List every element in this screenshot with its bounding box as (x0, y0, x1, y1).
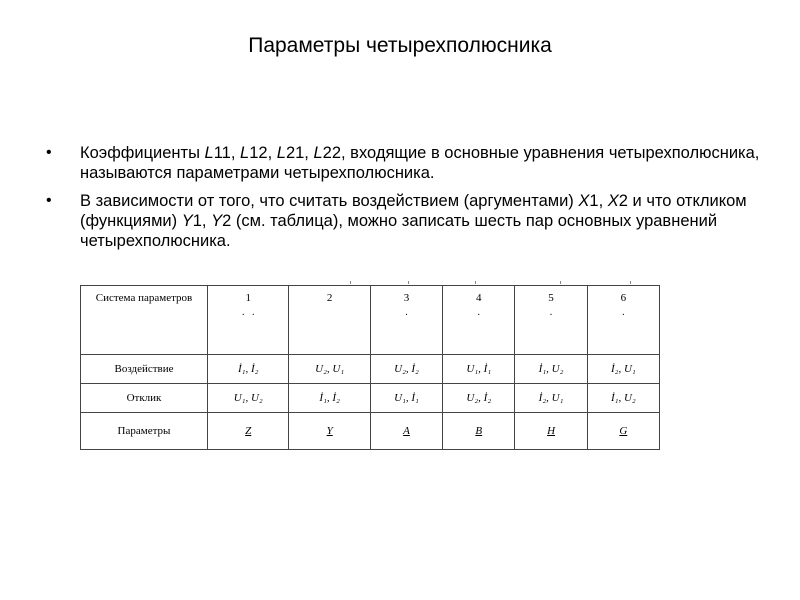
table-cell: İ₁, U₂ (515, 355, 587, 384)
row-label: Отклик (81, 384, 208, 413)
bullet-text-italic: L (204, 144, 214, 162)
bullet-text: 12, (249, 144, 277, 162)
parameter-symbol: H (515, 413, 587, 450)
table-cell: U₂, İ₂ (370, 355, 442, 384)
table-header-col (208, 286, 289, 355)
table-header-col (289, 286, 370, 355)
table-cell: U₂, U₁ (289, 355, 370, 384)
dot-mark: . (549, 307, 553, 318)
bullet-text-italic: L (313, 144, 323, 162)
parameter-symbol: G (587, 413, 659, 450)
bullet-text: 2 и что откликом (функциями) (80, 192, 747, 230)
bullet-text-italic: L (276, 144, 286, 162)
dot-mark: . (622, 307, 625, 318)
bullet-text: 1, (589, 192, 608, 210)
col-number: 5 (548, 292, 554, 304)
table-cell: U₁, U₂ (208, 384, 289, 413)
table-row-response (81, 384, 660, 413)
bullet-item-coefficients (46, 143, 766, 183)
table-cell: U₁, İ₁ (443, 355, 515, 384)
bullet-text-italic: Y (181, 212, 193, 230)
table-header-col (443, 286, 515, 355)
table-header-col (515, 286, 587, 355)
bullet-list (46, 143, 766, 259)
bullet-text-italic: Y (211, 212, 223, 230)
parameter-symbol: A (370, 413, 442, 450)
bullet-text: 21, (285, 144, 314, 162)
bullet-text-italic: L (240, 144, 250, 162)
table-cell: İ₂, U₁ (515, 384, 587, 413)
table-header-label: Система параметров (81, 286, 208, 355)
table-header-col (587, 286, 659, 355)
table-row-parameters (81, 413, 660, 450)
parameters-table (80, 285, 660, 450)
col-number: 2 (326, 292, 333, 304)
table-header-col (370, 286, 442, 355)
table-cell: İ₁, U₂ (587, 384, 659, 413)
bullet-text: 1, (192, 212, 212, 230)
parameter-symbol: Z (208, 413, 289, 450)
bullet-text: 11, (213, 144, 241, 162)
table-header-row (81, 286, 660, 355)
row-label: Параметры (81, 413, 208, 450)
col-number: 1 (245, 292, 251, 304)
table-cell: U₂, İ₂ (443, 384, 515, 413)
row-label: Воздействие (81, 355, 208, 384)
table-cell: İ₂, U₁ (587, 355, 659, 384)
bullet-item-dependence (46, 191, 766, 251)
bullet-text-italic: X (607, 192, 619, 210)
bullet-text: 22, входящие в основные уравнения четырехполюсника, называются параметрами четырехполюсника. (80, 144, 760, 182)
bullet-text: В зависимости от того, что считать воздействием (аргументами) (80, 192, 579, 210)
parameter-symbol: Y (289, 413, 370, 450)
col-number: 3 (403, 292, 410, 304)
table-cell: U₁, İ₁ (370, 384, 442, 413)
col-number: 6 (620, 292, 627, 304)
slide-title: Параметры четырехполюсника (248, 34, 552, 57)
dot-mark: . (405, 307, 408, 318)
table-cell: İ₁, İ₂ (289, 384, 370, 413)
bullet-text: 2 (см. таблица), можно записать шесть пар основных уравнений четырехполюсника. (80, 212, 718, 250)
col-number: 4 (476, 292, 482, 304)
bullet-text-italic: X (578, 192, 590, 210)
table-cell: İ₁, İ₂ (208, 355, 289, 384)
bullet-text: Коэффициенты (80, 144, 205, 162)
parameter-symbol: B (443, 413, 515, 450)
dot-mark: . . (241, 307, 255, 318)
table-row-input (81, 355, 660, 384)
dot-mark: . (477, 307, 481, 318)
